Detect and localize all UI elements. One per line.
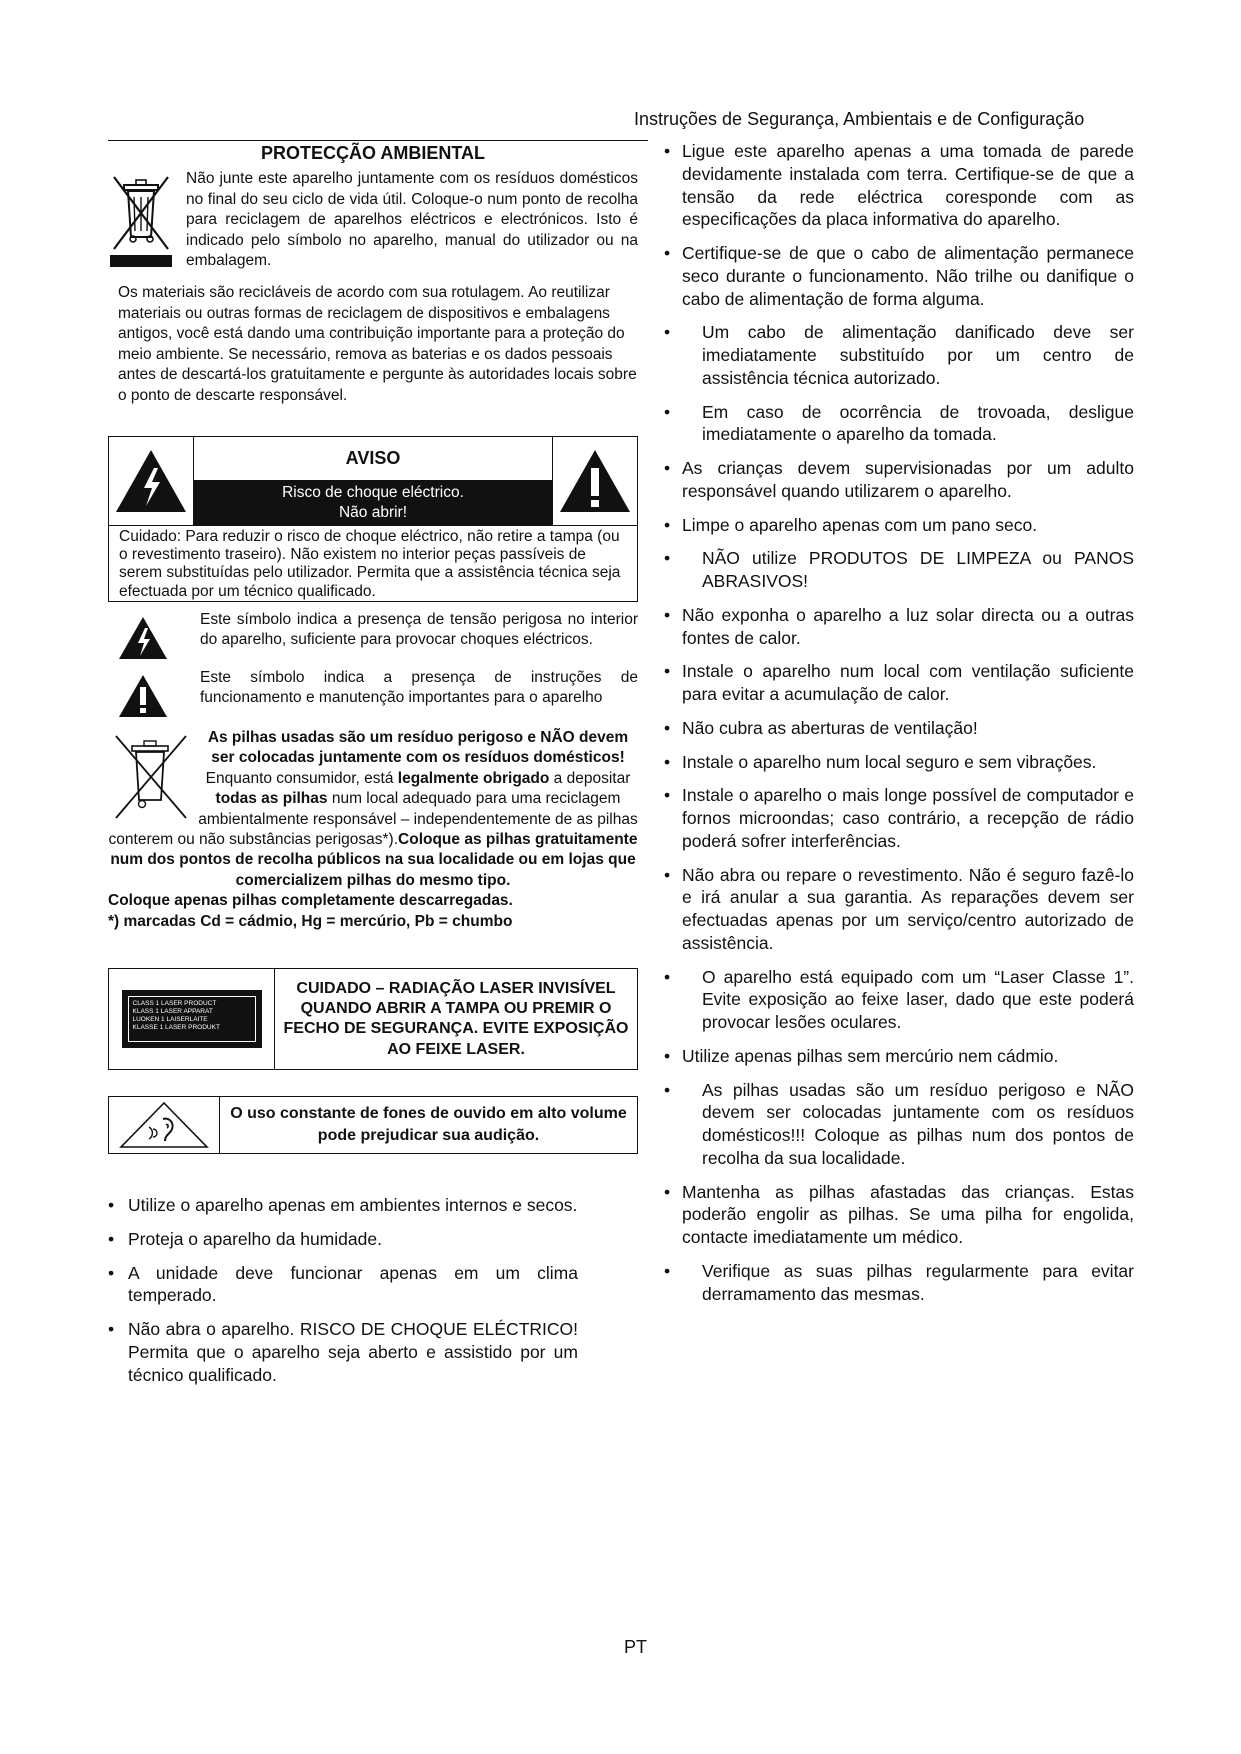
recycle-text: Os materiais são recicláveis de acordo com sua rotulagem. Ao reutilizar materiais ou outras formas de reciclagem de dispositivos e embalagens antigos, você está dando uma contribuição importante para a proteção do meio ambiente. Se necessário, remova as baterias e os dados pessoais antes de descartá-los gratuitamente e pergunte às autoridades locais sobre o ponto de descarte responsável. [118,284,637,404]
list-item: • Instale o aparelho num local com ventilação suficiente para evitar a acumulação de calor. [664,660,1134,706]
laser-warning-text: CUIDADO – RADIAÇÃO LASER INVISÍVEL QUANDO ABRIR A TAMPA OU PREMIR O FECHO DE SEGURANÇA. EVITE EXPOSIÇÃO AO FEIXE LASER. [283,979,629,1058]
voltage-symbol-row [108,610,638,660]
left-column [108,140,638,1397]
voltage-symbol-text: Este símbolo indica a presença de tensão perigosa no interior do aparelho, suficiente para provocar choques eléctricos. [200,610,638,649]
right-bullet-list [664,140,1134,1305]
laser-label-line: KLASSE 1 LASER PRODUKT [132,1023,220,1031]
list-item: • Certifique-se de que o cabo de alimentação permanece seco durante o funcionamento. Não trilhe ou danifique o cabo de alimentação de forma alguma. [664,242,1134,310]
battery-consumer-text: Enquanto consumidor, está [205,769,398,787]
page-language-footer: PT [624,1637,648,1657]
laser-label-line: CLASS 1 LASER PRODUCT [132,1000,217,1008]
left-bullet-list [108,1194,638,1386]
weee-block [108,169,638,277]
hearing-warning-box [108,1096,638,1154]
right-column [664,140,1134,1316]
list-item: • Um cabo de alimentação danificado deve ser imediatamente substituído por um centro de assistência técnica autorizado. [664,321,1134,389]
list-item: • Ligue este aparelho apenas a uma tomada de parede devidamente instalada com terra. Certifique-se de que a tensão da rede eléctrica coresponde com as especificações da placa informativa do aparelho. [664,140,1134,231]
battery-recycle-text: num local adequado para uma reciclagem ambientalmente responsável – independentemente de as pilhas conterem ou não substâncias perigosas*). [108,790,638,848]
list-item: • As pilhas usadas são um resíduo perigoso e NÃO devem ser colocadas juntamente com os resíduos domésticos!!! Coloque as pilhas num dos pontos de recolha da sua localidade. [664,1079,1134,1170]
list-item: • O aparelho está equipado com um “Laser Classe 1”. Evite exposição ao feixe laser, dado que este poderá provocar lesões oculares. [664,966,1134,1034]
crossed-battery-bin-icon [108,728,192,824]
battery-collection-bold: Coloque as pilhas gratuitamente num dos pontos de recolha públicos na sua localidade ou em lojas que comercializem pilhas do mesmo tipo. [110,830,638,889]
lightning-triangle-icon [108,610,178,660]
list-item: • Proteja o aparelho da humidade. [108,1228,638,1251]
list-item: • Não exponha o aparelho a luz solar directa ou a outras fontes de calor. [664,604,1134,650]
battery-all-bold: todas as pilhas [215,790,328,808]
aviso-title: AVISO [345,448,401,469]
list-item: • Não abra o aparelho. RISCO DE CHOQUE ELÉCTRICO! Permita que o aparelho seja aberto e assistido por um técnico qualificado. [108,1318,638,1386]
list-item: • NÃO utilize PRODUTOS DE LIMPEZA ou PANOS ABRASIVOS! [664,547,1134,593]
aviso-box [108,436,638,602]
list-item: • Não abra ou repare o revestimento. Não é seguro fazê-lo e irá anular a sua garantia. As reparações devem ser efectuadas apenas por um serviço/centro autorizado de assistência. [664,864,1134,955]
list-item: • Utilize apenas pilhas sem mercúrio nem cádmio. [664,1045,1134,1068]
list-item: • Em caso de ocorrência de trovoada, desligue imediatamente o aparelho da tomada. [664,401,1134,447]
risk-line-1: Risco de choque eléctrico. [282,484,464,502]
battery-discharged-bold: Coloque apenas pilhas completamente descarregadas. [108,892,513,910]
list-item: • A unidade deve funcionar apenas em um clima temperado. [108,1262,638,1308]
list-item: • Verifique as suas pilhas regularmente para evitar derramamento das mesmas. [664,1260,1134,1306]
list-item: • Instale o aparelho o mais longe possível de computador e fornos microondas; caso contrário, a recepção de rádio poderá sofrer interferências. [664,784,1134,852]
ear-warning-icon [109,1097,220,1153]
laser-label-line: KLASS 1 LASER APPARAT [132,1008,213,1016]
list-item: • Limpe o aparelho apenas com um pano seco. [664,514,1134,537]
instructions-symbol-text: Este símbolo indica a presença de instruções de funcionamento e manutenção importantes para o aparelho [200,668,638,707]
environment-title: PROTECÇÃO AMBIENTAL [261,143,485,163]
risk-line-2: Não abrir! [338,503,408,521]
list-item: • Utilize o aparelho apenas em ambientes internos e secos. [108,1194,638,1217]
battery-legal-bold: legalmente obrigado [397,769,550,787]
battery-disposal-block [108,728,638,933]
lightning-warning-icon [109,437,193,525]
battery-markings-bold: *) marcadas Cd = cádmio, Hg = mercúrio, Pb = chumbo [108,912,513,930]
weee-text: Não junte este aparelho juntamente com os resíduos domésticos no final do seu ciclo de vida útil. Coloque-o num ponto de recolha para reciclagem de aparelhos eléctricos e electrónicos. Isto é indicado pelo símbolo no aparelho, manual do utilizador ou na embalagem. [186,170,638,270]
exclamation-triangle-icon [108,668,178,718]
risk-banner [194,480,552,525]
battery-deposit-text: a depositar [549,769,631,787]
laser-label-line: LUOKEN 1 LAISERLAITE [132,1015,208,1023]
list-item: • As crianças devem supervisionadas por um adulto responsável quando utilizarem o aparelho. [664,457,1134,503]
caution-text: Cuidado: Para reduzir o risco de choque eléctrico, não retire a tampa (ou o revestimento traseiro). Não existem no interior peças passíveis de serem substituídas pelo utilizador. Permita que a assistência técnica seja efectuada por um técnico qualificado. [109,525,637,601]
list-item: • Instale o aparelho num local seguro e sem vibrações. [664,751,1134,774]
battery-hazard-bold: As pilhas usadas são um resíduo perigoso e NÃO devem ser colocadas juntamente com os resíduos domésticos! [207,728,629,767]
laser-warning-box [108,968,638,1070]
laser-class-label [109,969,275,1069]
instructions-symbol-row [108,668,638,718]
crossed-bin-icon [108,169,174,277]
list-item: • Não cubra as aberturas de ventilação! [664,717,1134,740]
list-item: • Mantenha as pilhas afastadas das crianças. Estas poderão engolir as pilhas. Se uma pilha for engolida, contacte imediatamente um médico. [664,1181,1134,1249]
page-header: Instruções de Segurança, Ambientais e de Configuração [634,109,1085,129]
hearing-warning-text: O uso constante de fones de ouvido em alto volume pode prejudicar sua audição. [230,1104,627,1145]
exclamation-warning-icon [553,437,637,525]
